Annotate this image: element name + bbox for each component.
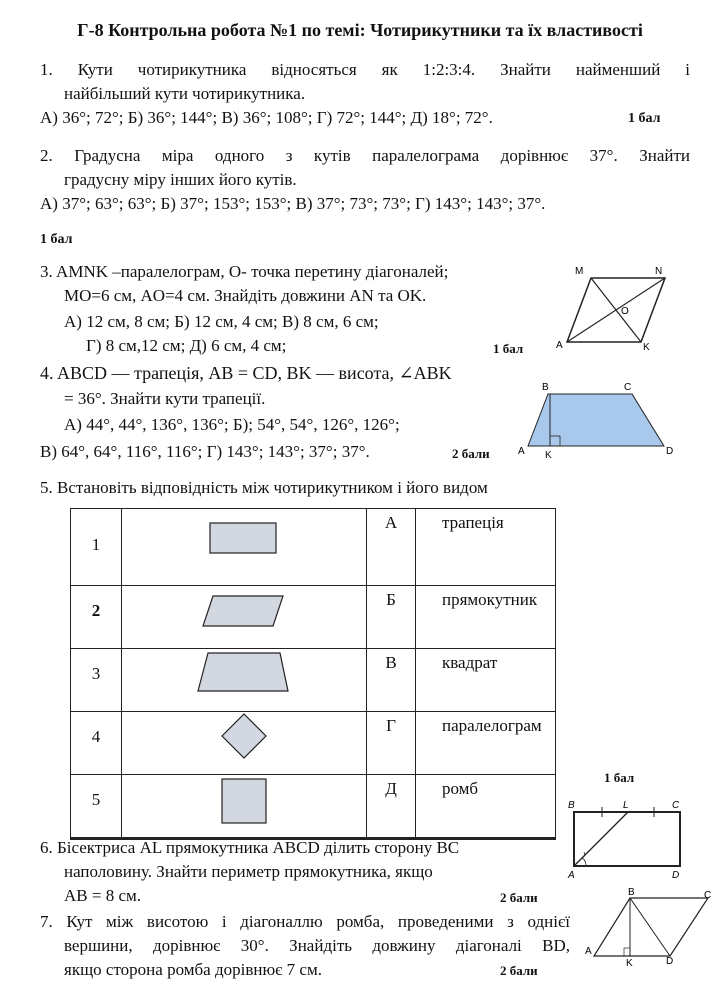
row-word: прямокутник [416, 586, 556, 649]
q3-text-line1: 3. AMNK –паралелограм, О- точка перетину діагоналей; [40, 262, 449, 281]
label-b: B [542, 382, 549, 393]
row-word: квадрат [416, 649, 556, 712]
rectangle-abcd-figure [560, 796, 690, 882]
q7-points: 2 бали [500, 963, 538, 978]
q4-answers-line2: В) 64°, 64°, 116°, 116°; Г) 143°; 143°; 37°; 37°. [40, 442, 370, 461]
label-d: D [666, 446, 674, 457]
row-letter: В [367, 649, 416, 712]
row-number: 4 [71, 712, 122, 775]
q3-answers-line1: А) 12 см, 8 см; Б) 12 см, 4 см; В) 8 см, 6 см; [64, 312, 379, 331]
q2-text-line1: 2. Градусна міра одного з кутів паралелограма дорівнює 37°. Знайти [40, 146, 690, 165]
label-c: C [704, 890, 712, 901]
q4-points: 2 бали [452, 446, 490, 461]
label-c: C [672, 800, 680, 811]
label-d: D [672, 870, 680, 881]
row-letter: Д [367, 775, 416, 839]
row-number: 3 [71, 649, 122, 712]
label-n: N [655, 266, 663, 277]
rhombus-abcd-figure [584, 886, 716, 966]
q2-answers: А) 37°; 63°; 63°; Б) 37°; 153°; 153°; В) 37°; 73°; 73°; Г) 143°; 143°; 37°. [40, 194, 546, 213]
label-a: A [585, 946, 592, 957]
shape-cell [122, 509, 367, 586]
q1-text-line1: 1. Кути чотирикутника відносяться як 1:2:3:4. Знайти найменший і [40, 60, 690, 79]
label-m: M [575, 266, 584, 277]
parallelogram-amnk-figure [555, 262, 685, 352]
row-number: 5 [71, 775, 122, 839]
row-word: ромб [416, 775, 556, 839]
q1-text-line2: найбільший кути чотирикутника. [64, 84, 306, 103]
label-a: A [556, 340, 563, 351]
row-word: трапеція [416, 509, 556, 586]
q3-points: 1 бал [493, 341, 524, 356]
shape-cell [122, 649, 367, 712]
q4-text-line1: 4. ABCD — трапеція, AB = CD, BK — висота, ∠ABK [40, 363, 452, 383]
trapezoid-shape [194, 651, 294, 695]
label-a: A [568, 870, 575, 881]
row-number: 2 [71, 586, 122, 649]
label-o: O [621, 306, 629, 317]
q6-text-line2: наполовину. Знайти периметр прямокутника, якщо [64, 862, 433, 881]
shape-cell [122, 712, 367, 775]
rhombus-shape [214, 712, 274, 760]
label-b: B [628, 887, 635, 898]
shape-cell [122, 586, 367, 649]
q5-text-line1: 5. Встановіть відповідність між чотирикутником і його видом [40, 478, 488, 497]
table-row [71, 649, 556, 712]
label-k: K [626, 958, 633, 966]
label-k: K [643, 342, 650, 352]
label-c: C [624, 382, 632, 393]
q5-points: 1 бал [604, 770, 635, 785]
q7-text-line3: якщо сторона ромба дорівнює 7 см. [64, 960, 322, 979]
q6-text-line3: AB = 8 см. [64, 886, 142, 905]
table-row [71, 509, 556, 586]
table-row [71, 775, 556, 839]
row-letter: А [367, 509, 416, 586]
table-row [71, 586, 556, 649]
q3-text-line2: MO=6 см, AO=4 см. Знайдіть довжини AN та OK. [64, 286, 427, 305]
label-l: L [623, 800, 629, 811]
rectangle-shape [204, 519, 284, 559]
matching-table [70, 508, 556, 840]
q2-text-line2: градусну міру інших його кутів. [64, 170, 297, 189]
page-title: Г-8 Контрольна робота №1 по темі: Чотирикутники та їх властивості [77, 20, 643, 40]
label-a: A [518, 446, 525, 457]
q6-text-line1: 6. Бісектриса AL прямокутника ABCD ділить сторону BC [40, 838, 460, 857]
label-k: K [545, 450, 552, 461]
row-letter: Г [367, 712, 416, 775]
q1-answers: А) 36°; 72°; Б) 36°; 144°; В) 36°; 108°; Г) 72°; 144°; Д) 18°; 72°. [40, 108, 493, 127]
q4-text-line2: = 36°. Знайти кути трапеції. [64, 389, 266, 408]
q7-text-line2: вершини, дорівнює 30°. Знайдіть довжину діагоналі BD, [64, 936, 570, 955]
trapezoid-abcd-figure [512, 378, 682, 462]
label-b: B [568, 800, 575, 811]
shape-cell [122, 775, 367, 839]
square-shape [214, 777, 274, 827]
table-row [71, 712, 556, 775]
row-letter: Б [367, 586, 416, 649]
q3-answers-line2: Г) 8 см,12 см; Д) 6 см, 4 см; [86, 336, 287, 355]
q2-points: 1 бал [40, 232, 73, 247]
q7-text-line1: 7. Кут між висотою і діагоналлю ромба, проведеними з однієї [40, 912, 570, 931]
q4-answers-line1: А) 44°, 44°, 136°, 136°; Б); 54°, 54°, 126°, 126°; [64, 415, 400, 434]
q1-points: 1 бал [628, 111, 661, 126]
row-number: 1 [71, 509, 122, 586]
parallelogram-shape [199, 592, 289, 632]
row-word: паралелограм [416, 712, 556, 775]
q6-points: 2 бали [500, 890, 538, 905]
label-d: D [666, 956, 674, 966]
